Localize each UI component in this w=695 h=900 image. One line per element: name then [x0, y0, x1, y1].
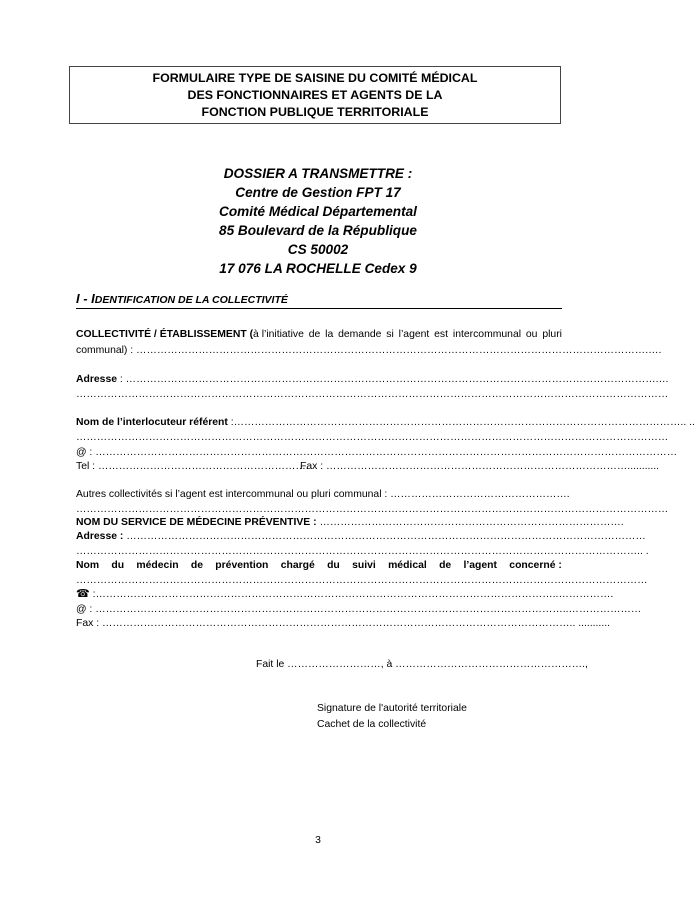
medecine-preventive-dots: …………………………………………………………………………….: [316, 517, 624, 528]
medecin-word: chargé: [280, 560, 315, 571]
adresse-service-dots: ……………………………………………………………………………………………………………………………………: [123, 531, 646, 542]
collectivite-input-line[interactable]: communal) : ………………………………………………………………………………………………………………………………….….: [76, 345, 662, 356]
collectivite-label: COLLECTIVITÉ / ÉTABLISSEMENT (: [76, 329, 254, 340]
section-heading-rest: DENTIFICATION DE LA COLLECTIVITÉ: [94, 294, 288, 306]
collectivite-word: la: [325, 329, 334, 340]
phone-dots: :……………………………………………………………………………………………………………………..…………….: [89, 589, 614, 600]
adresse-label: Adresse: [76, 374, 118, 385]
section-heading: [76, 291, 562, 309]
fax-medecin-input-line[interactable]: Fax : ……………………………………………………………………………………………………………………….. ...........: [76, 618, 610, 629]
place-date-line[interactable]: Fait le ………………………, à ……………………………………………….,: [256, 659, 588, 670]
adresse-service-input-line[interactable]: ……………………………………………………………………………………………………………………………………………….. .: [76, 546, 649, 557]
autres-collectivites-row[interactable]: Autres collectivités si l’agent est intercommunal ou pluri communal : …………………………………………….: [76, 489, 570, 500]
medecin-word: médical: [388, 560, 427, 571]
adresse-dots: : ……………………………………………………………………………………………………………………………………….…: [117, 374, 669, 385]
email-input-line[interactable]: @ : ……………………………………………………………………………………………………………………………………………………: [76, 447, 678, 458]
collectivite-word: demande: [338, 329, 382, 340]
signature-block: [317, 701, 467, 733]
collectivite-word: de: [308, 329, 321, 340]
adresse-service-label: Adresse :: [76, 531, 124, 542]
interlocuteur-row[interactable]: [76, 416, 695, 429]
medecin-input-line[interactable]: …………………………………………………………………………………………………………………………………………………: [76, 575, 648, 586]
collectivite-word: est: [434, 329, 449, 340]
fax-input-line[interactable]: Fax : ……………………………………………………………………………...........: [300, 461, 660, 472]
collectivite-word: ou: [525, 329, 538, 340]
medecin-word: de: [439, 560, 452, 571]
collectivite-word: pluri: [542, 329, 562, 340]
dossier-address-block: [150, 164, 486, 278]
page-number: 3: [315, 835, 321, 846]
dossier-title: DOSSIER A TRANSMETTRE :: [223, 166, 413, 181]
medecin-word: prévention: [215, 560, 269, 571]
interlocuteur-input-line[interactable]: ………………………………………………………………………………………………………………………………………………………: [76, 432, 669, 443]
medecine-preventive-row[interactable]: [76, 516, 624, 529]
medecin-word: de: [190, 560, 203, 571]
phone-row[interactable]: [76, 588, 614, 601]
tel-input-line[interactable]: Tel : …………………………………………………….: [76, 461, 309, 472]
collectivite-word: intercommunal: [452, 329, 522, 340]
signature-line-2: Cachet de la collectivité: [317, 719, 427, 730]
collectivite-row: [76, 328, 562, 341]
form-title-box: [69, 66, 561, 124]
dossier-line-2: Comité Médical Départemental: [219, 204, 417, 219]
dossier-line-1: Centre de Gestion FPT 17: [235, 185, 401, 200]
form-title-line-1: FORMULAIRE TYPE DE SAISINE DU COMITÉ MÉDICAL: [152, 71, 478, 85]
adresse-row[interactable]: [76, 373, 669, 386]
collectivite-word: si: [386, 329, 394, 340]
adresse-input-line[interactable]: ………………………………………………………………………………………………………………………………………………………: [76, 389, 669, 400]
collectivite-word: l’agent: [398, 329, 430, 340]
medecin-word: l’agent: [463, 560, 497, 571]
medecin-word: Nom: [76, 560, 100, 571]
medecine-preventive-label: NOM DU SERVICE DE MÉDECINE PRÉVENTIVE :: [76, 517, 317, 528]
form-title-line-2: DES FONCTIONNAIRES ET AGENTS DE LA: [187, 88, 443, 102]
collectivite-word: à l’initiative: [253, 329, 304, 340]
dossier-line-5: 17 076 LA ROCHELLE Cedex 9: [219, 261, 417, 276]
adresse-service-row[interactable]: [76, 530, 646, 543]
medecin-word: du: [327, 560, 340, 571]
form-title-line-3: FONCTION PUBLIQUE TERRITORIALE: [201, 105, 429, 119]
interlocuteur-label: Nom de l’interlocuteur référent: [76, 417, 228, 428]
section-heading-prefix: I - I: [76, 291, 95, 306]
tel-fax-row: [76, 460, 660, 473]
medecin-word: suivi: [352, 560, 376, 571]
medecin-word: médecin: [136, 560, 179, 571]
signature-line-1: Signature de l'autorité territoriale: [317, 703, 467, 714]
email-medecin-input-line[interactable]: @ : ………………………………………………………………………………………………………………………..…………………: [76, 604, 642, 615]
medecin-word: du: [111, 560, 125, 571]
medecin-row: [76, 559, 562, 572]
dossier-line-4: CS 50002: [287, 242, 349, 257]
medecin-word: concerné :: [509, 560, 562, 571]
interlocuteur-dots: :………………………………………………………………………………………………………………….. ..: [227, 417, 695, 428]
dossier-line-3: 85 Boulevard de la République: [219, 223, 417, 238]
telephone-icon: ☎: [76, 588, 90, 600]
autres-collectivites-input-line[interactable]: ………………………………………………………………………………………………………………………………………………………: [76, 504, 669, 515]
